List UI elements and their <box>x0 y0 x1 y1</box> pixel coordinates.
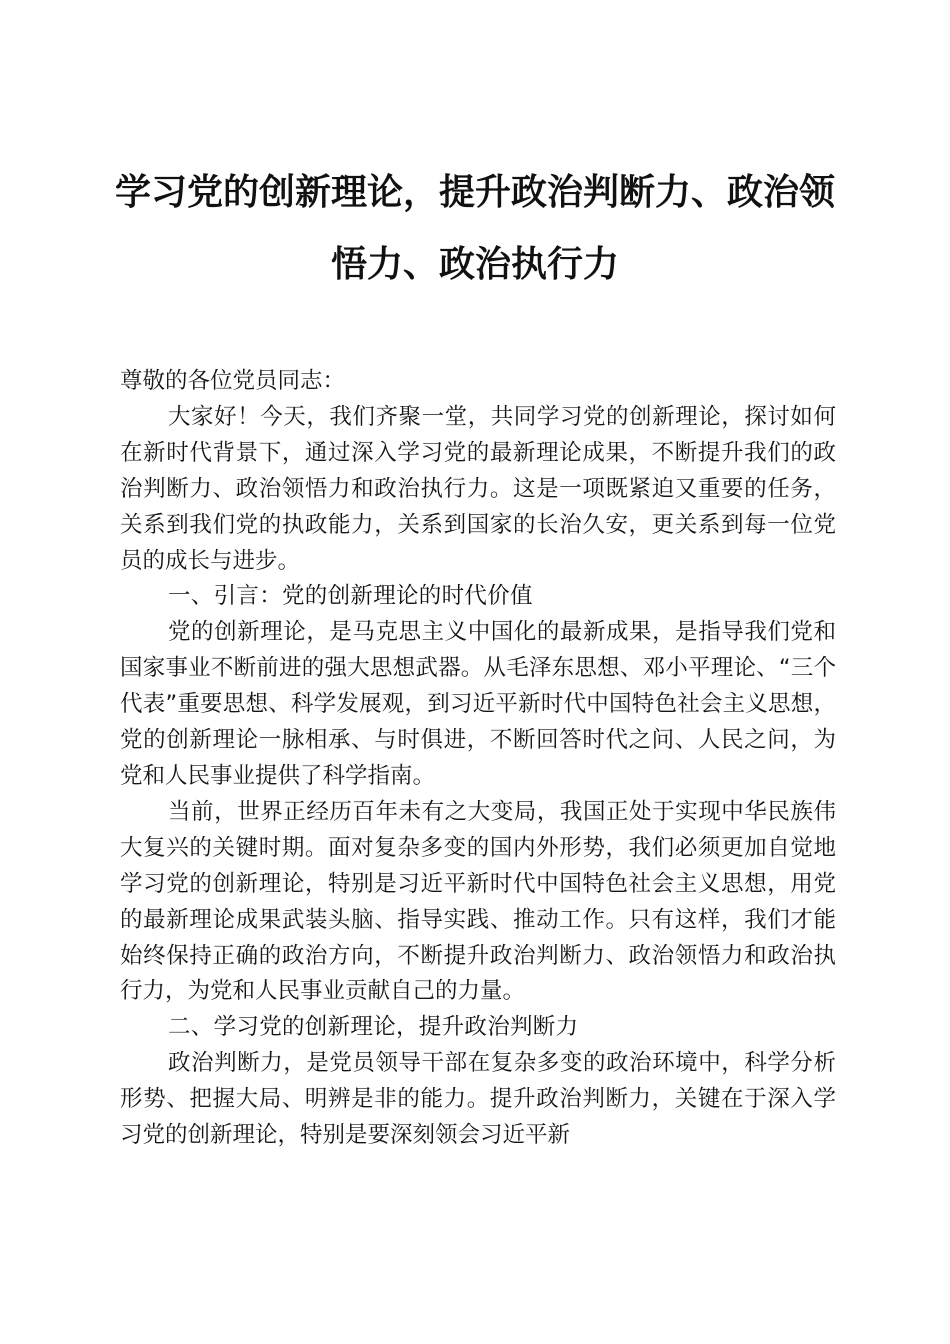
paragraph-political-judgment: 政治判断力，是党员领导干部在复杂多变的政治环境中，科学分析形势、把握大局、明辨是非的能力。提升政治判断力，关键在于深入学习党的创新理论，特别是要深刻领会习近平新 <box>120 1050 836 1149</box>
document-title-line-1: 学习党的创新理论，提升政治判断力、政治领 <box>114 171 835 213</box>
paragraph-current-situation: 当前，世界正经历百年未有之大变局，我国正处于实现中华民族伟大复兴的关键时期。面对复杂多变的国内外形势，我们必须更加自觉地学习党的创新理论，特别是习近平新时代中国特色社会主义思想，用党的最新理论成果武装头脑、指导实践、推动工作。只有这样，我们才能始终保持正确的政治方向，不断提升政治判断力、政治领悟力和政治执行力，为党和人民事业贡献自己的力量。 <box>120 798 836 1005</box>
document-title-line-2: 悟力、政治执行力 <box>330 243 619 285</box>
section-heading-1: 一、引言：党的创新理论的时代价值 <box>168 583 533 610</box>
paragraph-opening: 大家好！今天，我们齐聚一堂，共同学习党的创新理论，探讨如何在新时代背景下，通过深入学习党的最新理论成果，不断提升我们的政治判断力、政治领悟力和政治执行力。这是一项既紧迫又重要的任务，关系到我们党的执政能力，关系到国家的长治久安，更关系到每一位党员的成长与进步。 <box>120 403 836 574</box>
section-heading-2: 二、学习党的创新理论，提升政治判断力 <box>168 1014 579 1041</box>
document-body <box>120 364 836 1154</box>
paragraph-theory-value: 党的创新理论，是马克思主义中国化的最新成果，是指导我们党和国家事业不断前进的强大思想武器。从毛泽东思想、邓小平理论、“三个代表”重要思想、科学发展观，到习近平新时代中国特色社会主义思想，党的创新理论一脉相承、与时俱进，不断回答时代之问、人民之问，为党和人民事业提供了科学指南。 <box>120 619 836 789</box>
salutation: 尊敬的各位党员同志： <box>120 368 346 394</box>
